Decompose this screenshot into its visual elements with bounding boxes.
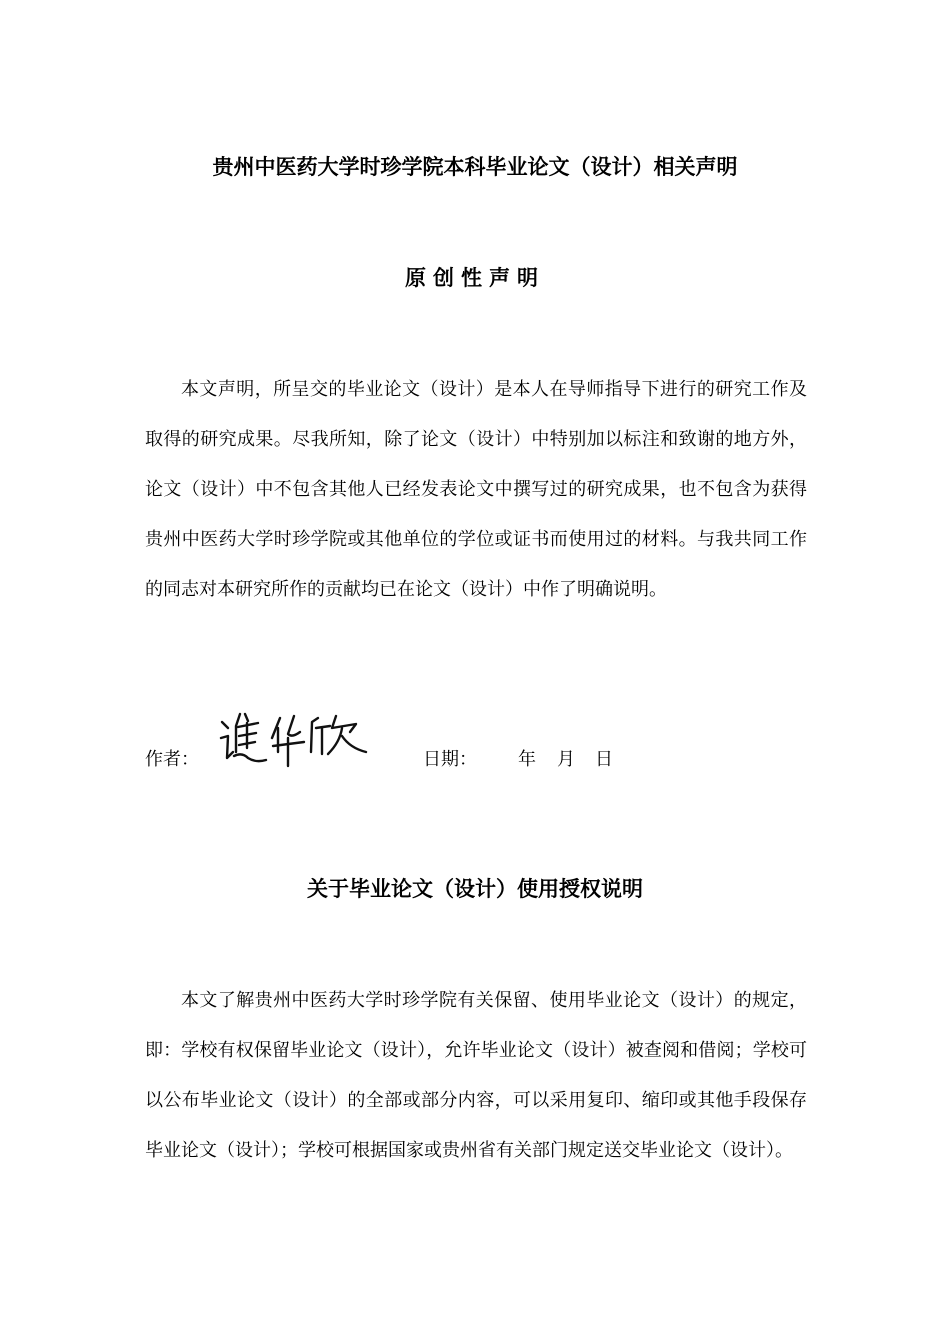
originality-statement-title: 原创性声明 — [405, 266, 545, 290]
document-title: 贵州中医药大学时珍学院本科毕业论文（设计）相关声明 — [212, 155, 738, 179]
handwritten-signature — [218, 708, 373, 770]
author-label: 作者： — [145, 749, 199, 770]
month-label: 月 — [557, 749, 575, 770]
authorization-body: 本文了解贵州中医药大学时珍学院有关保留、使用毕业论文（设计）的规定，即：学校有权保留毕业论文（设计），允许毕业论文（设计）被查阅和借阅；学校可以公布毕业论文（设计）的全部或部分内容，可以采用复印、缩印或其他手段保存毕业论文（设计）；学校可根据国家或贵州省有关部门规定送交毕业论文（设计）。 — [145, 990, 807, 1161]
originality-statement-body: 本文声明，所呈交的毕业论文（设计）是本人在导师指导下进行的研究工作及取得的研究成果。尽我所知，除了论文（设计）中特别加以标注和致谢的地方外，论文（设计）中不包含其他人已经发表论文中撰写过的研究成果，也不包含为获得贵州中医药大学时珍学院或其他单位的学位或证书而使用过的材料。与我共同工作的同志对本研究所作的贡献均已在论文（设计）中作了明确说明。 — [145, 379, 807, 600]
day-label: 日 — [595, 749, 613, 770]
date-label: 日期： — [423, 749, 477, 770]
year-label: 年 — [518, 749, 536, 770]
authorization-title: 关于毕业论文（设计）使用授权说明 — [307, 877, 643, 901]
